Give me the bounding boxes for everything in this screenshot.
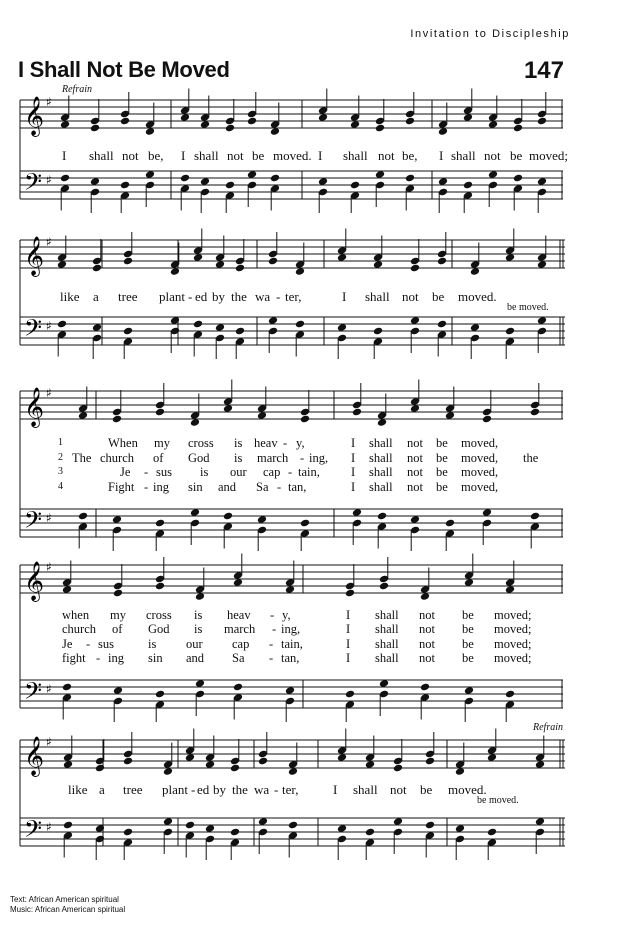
note-head xyxy=(530,408,540,417)
note-head xyxy=(120,117,130,126)
syllable: - xyxy=(277,480,282,494)
syllable: fight xyxy=(62,651,86,665)
staff-system-4 xyxy=(0,553,640,722)
note-head xyxy=(420,683,430,692)
syllable: shall xyxy=(375,637,399,651)
syllable: moved. xyxy=(273,148,312,163)
note-head xyxy=(405,174,415,183)
note-head xyxy=(379,582,389,591)
syllable: is xyxy=(194,608,203,622)
syllable: the xyxy=(231,289,247,304)
syllable: I xyxy=(439,148,444,163)
syllable: - xyxy=(269,651,274,665)
verse-number: 3 xyxy=(58,466,63,477)
syllable: church xyxy=(100,451,135,465)
syllable: I xyxy=(351,436,356,450)
syllable: plant xyxy=(159,289,185,304)
syllable: sin xyxy=(148,651,163,665)
syllable: is xyxy=(148,637,157,651)
syllable: shall xyxy=(451,148,476,163)
syllable: ed xyxy=(195,289,208,304)
text-credit: Text: African American spiritual xyxy=(10,895,119,904)
hymn-number: 147 xyxy=(523,57,564,84)
syllable: I xyxy=(351,480,356,494)
syllable: I xyxy=(62,148,67,163)
syllable: God xyxy=(188,451,210,465)
syllable: I xyxy=(346,622,351,636)
syllable: wa xyxy=(255,289,271,304)
syllable: shall xyxy=(194,148,219,163)
syllable: I xyxy=(333,782,338,797)
syllable: tree xyxy=(123,782,143,797)
note-head xyxy=(300,415,310,424)
syllable: sus xyxy=(156,465,172,479)
syllable: heav xyxy=(254,436,278,450)
syllable: tan, xyxy=(281,651,300,665)
syllable: sin xyxy=(188,480,203,494)
alto-lyric: be moved. xyxy=(507,302,549,313)
syllable: and xyxy=(218,480,237,494)
syllable: be xyxy=(462,622,474,636)
note-head xyxy=(345,589,355,598)
syllable: Je xyxy=(62,637,73,651)
note-head xyxy=(230,764,240,773)
syllable: not xyxy=(407,436,423,450)
syllable: moved; xyxy=(494,622,532,636)
syllable: shall xyxy=(369,436,393,450)
note-head xyxy=(377,512,387,521)
syllable: be xyxy=(432,289,445,304)
syllable: God xyxy=(148,622,170,636)
note-head xyxy=(95,764,105,773)
syllable: by xyxy=(213,782,226,797)
syllable: y, xyxy=(282,608,291,622)
syllable: - xyxy=(96,651,101,665)
syllable: y, xyxy=(296,436,305,450)
treble-clef-icon: 𝄞 xyxy=(24,736,45,776)
syllable: - xyxy=(270,608,275,622)
syllable: be xyxy=(436,480,448,494)
syllable: moved. xyxy=(448,782,487,797)
syllable: - xyxy=(283,436,288,450)
note-head xyxy=(437,320,447,329)
note-head xyxy=(482,415,492,424)
syllable: the xyxy=(232,782,248,797)
note-head xyxy=(295,320,305,329)
note-head xyxy=(410,264,420,273)
bass-clef-icon: 𝄢 xyxy=(24,677,43,710)
syllable: our xyxy=(186,637,203,651)
syllable: moved; xyxy=(529,148,568,163)
syllable: Fight xyxy=(108,480,135,494)
bass-clef-icon: 𝄢 xyxy=(24,314,43,347)
syllable: shall xyxy=(353,782,378,797)
note-head xyxy=(350,181,360,190)
syllable: be xyxy=(462,608,474,622)
syllable: ter, xyxy=(282,782,299,797)
sharp-icon: ♯ xyxy=(46,820,52,834)
syllable: a xyxy=(93,289,99,304)
syllable: - xyxy=(191,782,196,797)
note-head xyxy=(123,257,133,266)
syllable: ing xyxy=(153,480,169,494)
verse-number: 4 xyxy=(58,481,63,492)
sharp-icon: ♯ xyxy=(46,95,52,109)
note-head xyxy=(258,757,268,766)
note-head xyxy=(225,124,235,133)
treble-clef-icon: 𝄞 xyxy=(24,236,45,276)
sharp-icon: ♯ xyxy=(46,319,52,333)
syllable: ing, xyxy=(281,622,301,636)
syllable: moved, xyxy=(461,451,499,465)
syllable: cross xyxy=(188,436,214,450)
syllable: is xyxy=(194,622,203,636)
note-head xyxy=(155,690,165,699)
syllable: of xyxy=(153,451,164,465)
note-head xyxy=(155,582,165,591)
syllable: moved; xyxy=(494,651,532,665)
note-head xyxy=(445,519,455,528)
syllable: not xyxy=(402,289,419,304)
syllable: moved; xyxy=(494,637,532,651)
note-head xyxy=(373,327,383,336)
note-head xyxy=(505,327,515,336)
refrain-label-top: Refrain xyxy=(62,84,92,95)
alto-lyric: be moved. xyxy=(477,795,519,806)
syllable: ing xyxy=(108,651,124,665)
syllable: wa xyxy=(254,782,270,797)
syllable: When xyxy=(108,436,138,450)
syllable: not xyxy=(419,622,435,636)
syllable: tan, xyxy=(288,480,307,494)
syllable: not xyxy=(419,651,435,665)
syllable: be xyxy=(420,782,433,797)
sharp-icon: ♯ xyxy=(46,735,52,749)
note-head xyxy=(63,821,73,830)
syllable: Je xyxy=(120,465,131,479)
syllable: march xyxy=(257,451,289,465)
note-head xyxy=(365,828,375,837)
note-head xyxy=(530,512,540,521)
note-head xyxy=(193,320,203,329)
note-head xyxy=(247,117,257,126)
syllable: not xyxy=(484,148,501,163)
syllable: is xyxy=(234,451,243,465)
treble-clef-icon: 𝄞 xyxy=(24,561,45,601)
sharp-icon: ♯ xyxy=(46,682,52,696)
syllable: - xyxy=(300,451,305,465)
bass-clef-icon: 𝄢 xyxy=(24,168,43,201)
note-head xyxy=(513,174,523,183)
syllable: - xyxy=(272,622,277,636)
syllable: be xyxy=(252,148,265,163)
syllable: heav xyxy=(227,608,251,622)
syllable: - xyxy=(144,465,149,479)
note-head xyxy=(155,519,165,528)
syllable: - xyxy=(269,637,274,651)
syllable: plant xyxy=(162,782,188,797)
note-head xyxy=(90,124,100,133)
syllable: I xyxy=(346,608,351,622)
syllable: ed xyxy=(197,782,210,797)
note-head xyxy=(437,257,447,266)
sharp-icon: ♯ xyxy=(46,235,52,249)
verse-number: 2 xyxy=(58,452,63,463)
syllable: The xyxy=(72,451,92,465)
note-head xyxy=(62,683,72,692)
credits xyxy=(10,895,125,915)
syllable: - xyxy=(274,782,279,797)
syllable: when xyxy=(62,608,90,622)
syllable: Sa xyxy=(232,651,245,665)
syllable: I xyxy=(346,637,351,651)
syllable: - xyxy=(276,289,281,304)
syllable: is xyxy=(234,436,243,450)
note-head xyxy=(300,519,310,528)
sharp-icon: ♯ xyxy=(46,511,52,525)
note-head xyxy=(123,828,133,837)
syllable: I xyxy=(351,465,356,479)
music-credit: Music: African American spiritual xyxy=(10,905,126,914)
note-head xyxy=(375,124,385,133)
syllable: shall xyxy=(365,289,390,304)
syllable: I xyxy=(318,148,323,163)
syllable: be xyxy=(436,451,448,465)
note-head xyxy=(225,181,235,190)
syllable: I xyxy=(181,148,186,163)
syllable: not xyxy=(227,148,244,163)
syllable: - xyxy=(288,465,293,479)
bass-clef-icon: 𝄢 xyxy=(24,815,43,848)
bass-clef-icon: 𝄢 xyxy=(24,506,43,539)
note-head xyxy=(60,174,70,183)
syllable: - xyxy=(144,480,149,494)
syllable: I xyxy=(346,651,351,665)
syllable: shall xyxy=(375,651,399,665)
syllable: not xyxy=(419,637,435,651)
syllable: be, xyxy=(402,148,418,163)
note-head xyxy=(270,174,280,183)
syllable: not xyxy=(407,480,423,494)
syllable: shall xyxy=(89,148,114,163)
syllable: like xyxy=(68,782,88,797)
syllable: shall xyxy=(369,480,393,494)
note-head xyxy=(233,683,243,692)
note-head xyxy=(463,181,473,190)
note-head xyxy=(345,690,355,699)
syllable: shall xyxy=(375,608,399,622)
syllable: be xyxy=(510,148,523,163)
syllable: - xyxy=(188,289,193,304)
note-head xyxy=(393,764,403,773)
hymn-title: I Shall Not Be Moved xyxy=(18,57,230,82)
syllable: a xyxy=(99,782,105,797)
note-head xyxy=(235,264,245,273)
note-head xyxy=(513,124,523,133)
syllable: shall xyxy=(369,465,393,479)
note-head xyxy=(57,320,67,329)
syllable: I xyxy=(351,451,356,465)
syllable: moved, xyxy=(461,436,499,450)
syllable: the xyxy=(523,451,539,465)
syllable: be xyxy=(462,651,474,665)
treble-clef-icon: 𝄞 xyxy=(24,96,45,136)
note-head xyxy=(425,821,435,830)
syllable: not xyxy=(390,782,407,797)
syllable: is xyxy=(200,465,209,479)
note-head xyxy=(120,181,130,190)
sharp-icon: ♯ xyxy=(46,560,52,574)
note-head xyxy=(123,757,133,766)
syllable: moved, xyxy=(461,480,499,494)
syllable: moved; xyxy=(494,608,532,622)
syllable: cap xyxy=(263,465,281,479)
syllable: moved. xyxy=(458,289,497,304)
syllable: be xyxy=(436,465,448,479)
note-head xyxy=(537,117,547,126)
note-head xyxy=(180,174,190,183)
note-head xyxy=(235,327,245,336)
syllable: church xyxy=(62,622,97,636)
syllable: not xyxy=(407,465,423,479)
note-head xyxy=(112,415,122,424)
syllable: not xyxy=(407,451,423,465)
note-head xyxy=(425,757,435,766)
staff-system-5 xyxy=(0,728,640,860)
syllable: cap xyxy=(232,637,250,651)
syllable: our xyxy=(230,465,247,479)
syllable: be xyxy=(462,637,474,651)
syllable: of xyxy=(112,622,123,636)
note-head xyxy=(123,327,133,336)
syllable: ing, xyxy=(309,451,329,465)
note-head xyxy=(405,117,415,126)
syllable: shall xyxy=(375,622,399,636)
syllable: not xyxy=(419,608,435,622)
note-head xyxy=(185,821,195,830)
syllable: I xyxy=(342,289,347,304)
syllable: be xyxy=(436,436,448,450)
syllable: Sa xyxy=(256,480,269,494)
note-head xyxy=(268,257,278,266)
note-head xyxy=(505,690,515,699)
syllable: not xyxy=(122,148,139,163)
treble-clef-icon: 𝄞 xyxy=(24,387,45,427)
syllable: like xyxy=(60,289,80,304)
syllable: ter, xyxy=(285,289,302,304)
syllable: sus xyxy=(98,637,114,651)
syllable: cross xyxy=(146,608,172,622)
syllable: moved, xyxy=(461,465,499,479)
note-head xyxy=(288,821,298,830)
note-head xyxy=(230,828,240,837)
syllable: by xyxy=(212,289,225,304)
syllable: tree xyxy=(118,289,138,304)
section-heading: Invitation to Discipleship xyxy=(410,28,570,40)
note-head xyxy=(113,589,123,598)
syllable: not xyxy=(378,148,395,163)
verse-number: 1 xyxy=(58,437,63,448)
syllable: tain, xyxy=(298,465,320,479)
syllable: shall xyxy=(369,451,393,465)
syllable: shall xyxy=(343,148,368,163)
syllable: - xyxy=(86,637,91,651)
note-head xyxy=(487,828,497,837)
note-head xyxy=(155,408,165,417)
note-head xyxy=(78,512,88,521)
note-head xyxy=(92,264,102,273)
refrain-label-bottom: Refrain xyxy=(533,722,563,733)
syllable: and xyxy=(186,651,205,665)
syllable: tain, xyxy=(281,637,303,651)
syllable: be, xyxy=(148,148,164,163)
note-head xyxy=(223,512,233,521)
syllable: my xyxy=(110,608,126,622)
sharp-icon: ♯ xyxy=(46,173,52,187)
note-head xyxy=(352,408,362,417)
sharp-icon: ♯ xyxy=(46,386,52,400)
syllable: march xyxy=(224,622,256,636)
syllable: my xyxy=(154,436,170,450)
